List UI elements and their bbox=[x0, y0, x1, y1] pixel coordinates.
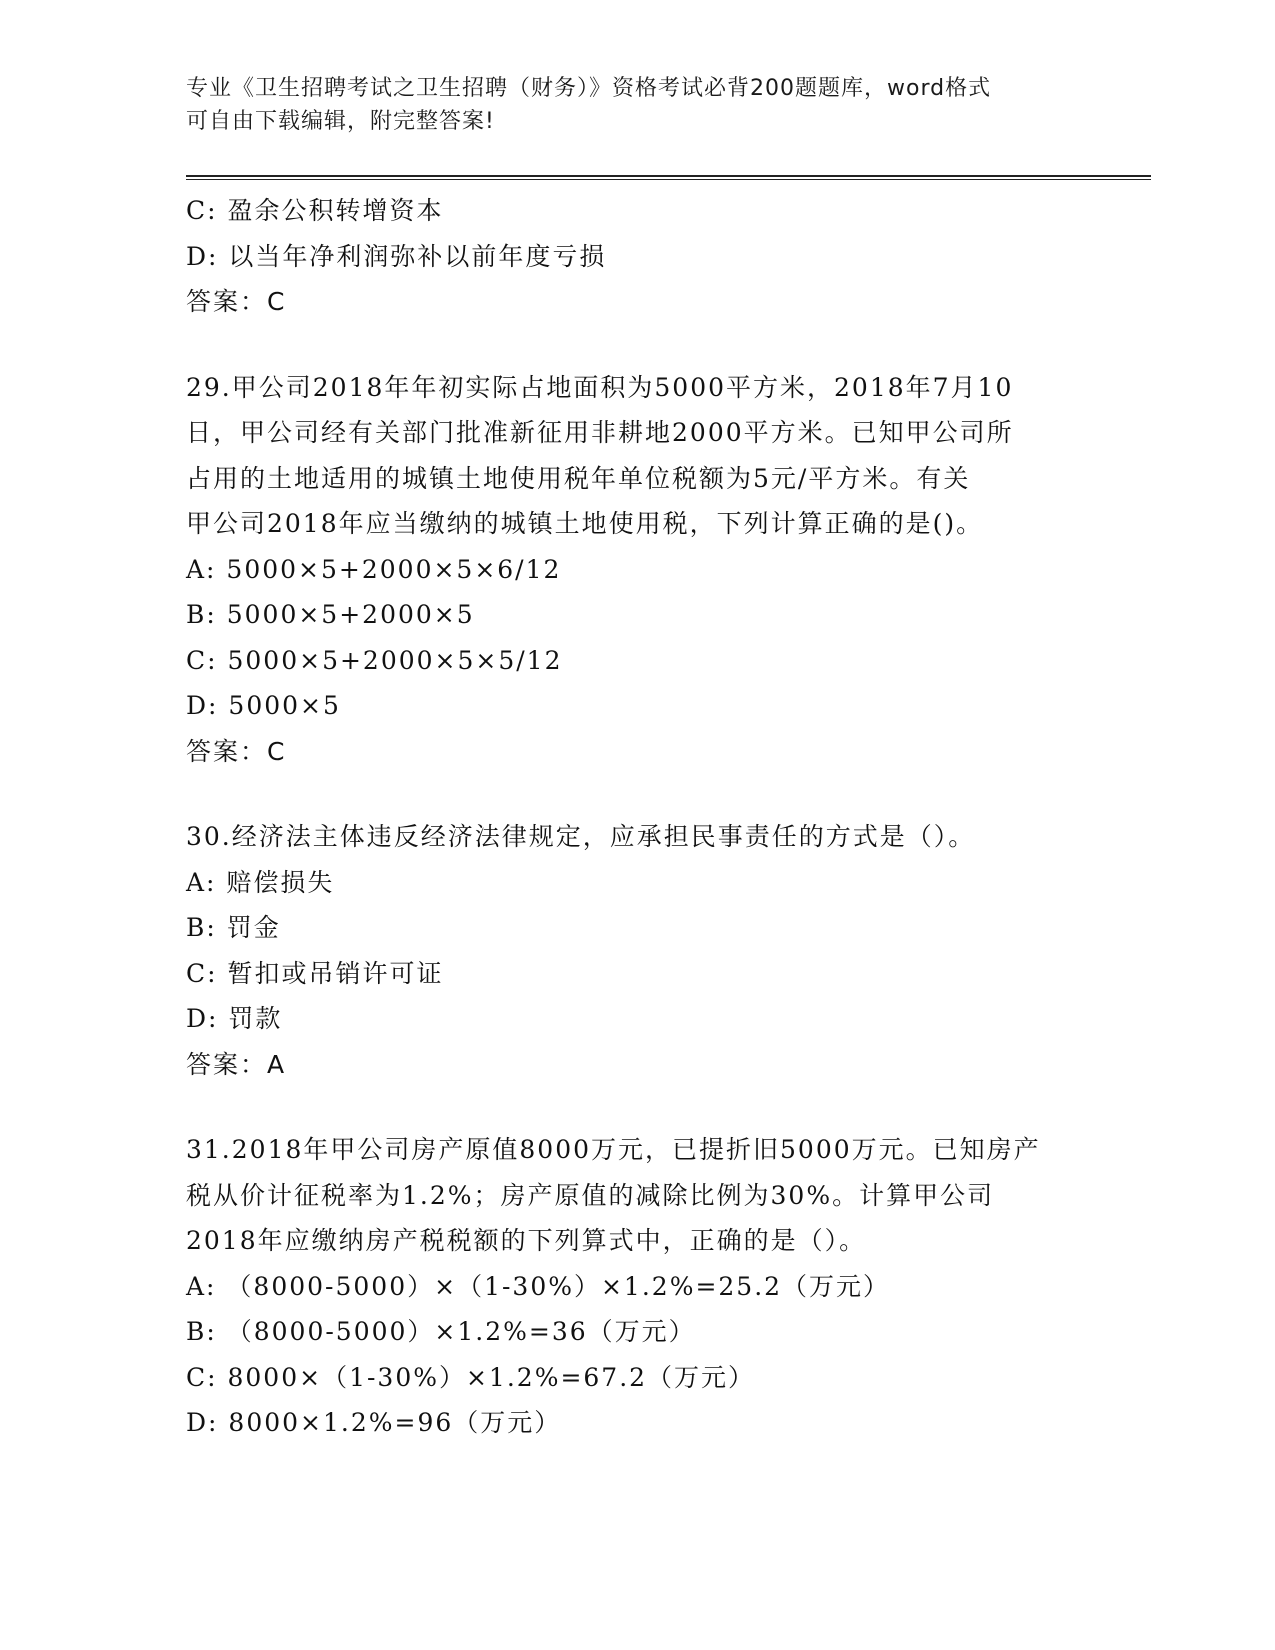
option-c: C: 5000×5+2000×5×5/12 bbox=[186, 645, 563, 675]
document-header bbox=[186, 72, 1086, 138]
answer-line: 答案：C bbox=[186, 287, 287, 316]
question-text-line: 税从价计征税率为1.2%；房产原值的减除比例为30%。计算甲公司 bbox=[186, 1180, 995, 1210]
question-content bbox=[186, 188, 1086, 1446]
question-text-line: 日，甲公司经有关部门批准新征用非耕地2000平方米。已知甲公司所 bbox=[186, 418, 1014, 447]
question-text-line: 2018年应缴纳房产税税额的下列算式中，正确的是（）。 bbox=[186, 1226, 867, 1255]
prev-question-block bbox=[186, 188, 1086, 325]
spacer bbox=[186, 774, 1086, 814]
option-c: C: 盈余公积转增资本 bbox=[186, 196, 444, 225]
question-text-line: 31.2018年甲公司房产原值8000万元，已提折旧5000万元。已知房产 bbox=[186, 1135, 1041, 1164]
question-31 bbox=[186, 1127, 1086, 1446]
spacer bbox=[186, 1087, 1086, 1127]
option-c: C: 暂扣或吊销许可证 bbox=[186, 958, 444, 988]
header-title-line-2: 可自由下载编辑，附完整答案! bbox=[186, 109, 495, 134]
option-b: B: （8000-5000）×1.2%=36（万元） bbox=[186, 1317, 696, 1346]
question-text-line: 29.甲公司2018年年初实际占地面积为5000平方米，2018年7月10 bbox=[186, 372, 1014, 402]
question-29 bbox=[186, 365, 1086, 775]
option-b: B: 罚金 bbox=[186, 913, 281, 942]
question-text-line: 甲公司2018年应当缴纳的城镇土地使用税，下列计算正确的是()。 bbox=[186, 509, 984, 538]
question-30 bbox=[186, 814, 1086, 1087]
answer-line: 答案：A bbox=[186, 1049, 287, 1079]
option-d: D: 罚款 bbox=[186, 1004, 283, 1033]
answer-line: 答案：C bbox=[186, 736, 287, 766]
question-text-line: 占用的土地适用的城镇土地使用税年单位税额为5元/平方米。有关 bbox=[186, 463, 971, 493]
option-a: A: （8000-5000）×（1-30%）×1.2%=25.2（万元） bbox=[186, 1271, 891, 1301]
option-a: A: 赔偿损失 bbox=[186, 867, 335, 897]
question-text-line: 30.经济法主体违反经济法律规定，应承担民事责任的方式是（）。 bbox=[186, 822, 976, 851]
option-d: D: 5000×5 bbox=[186, 691, 341, 720]
option-d: D: 8000×1.2%=96（万元） bbox=[186, 1408, 562, 1437]
option-a: A: 5000×5+2000×5×6/12 bbox=[186, 554, 562, 584]
header-title-line-1: 专业《卫生招聘考试之卫生招聘（财务）》资格考试必背200题题库，word格式 bbox=[186, 76, 992, 101]
spacer bbox=[186, 325, 1086, 365]
option-d: D: 以当年净利润弥补以前年度亏损 bbox=[186, 241, 607, 271]
header-divider bbox=[186, 175, 1151, 180]
option-b: B: 5000×5+2000×5 bbox=[186, 600, 475, 629]
option-c: C: 8000×（1-30%）×1.2%=67.2（万元） bbox=[186, 1362, 756, 1392]
